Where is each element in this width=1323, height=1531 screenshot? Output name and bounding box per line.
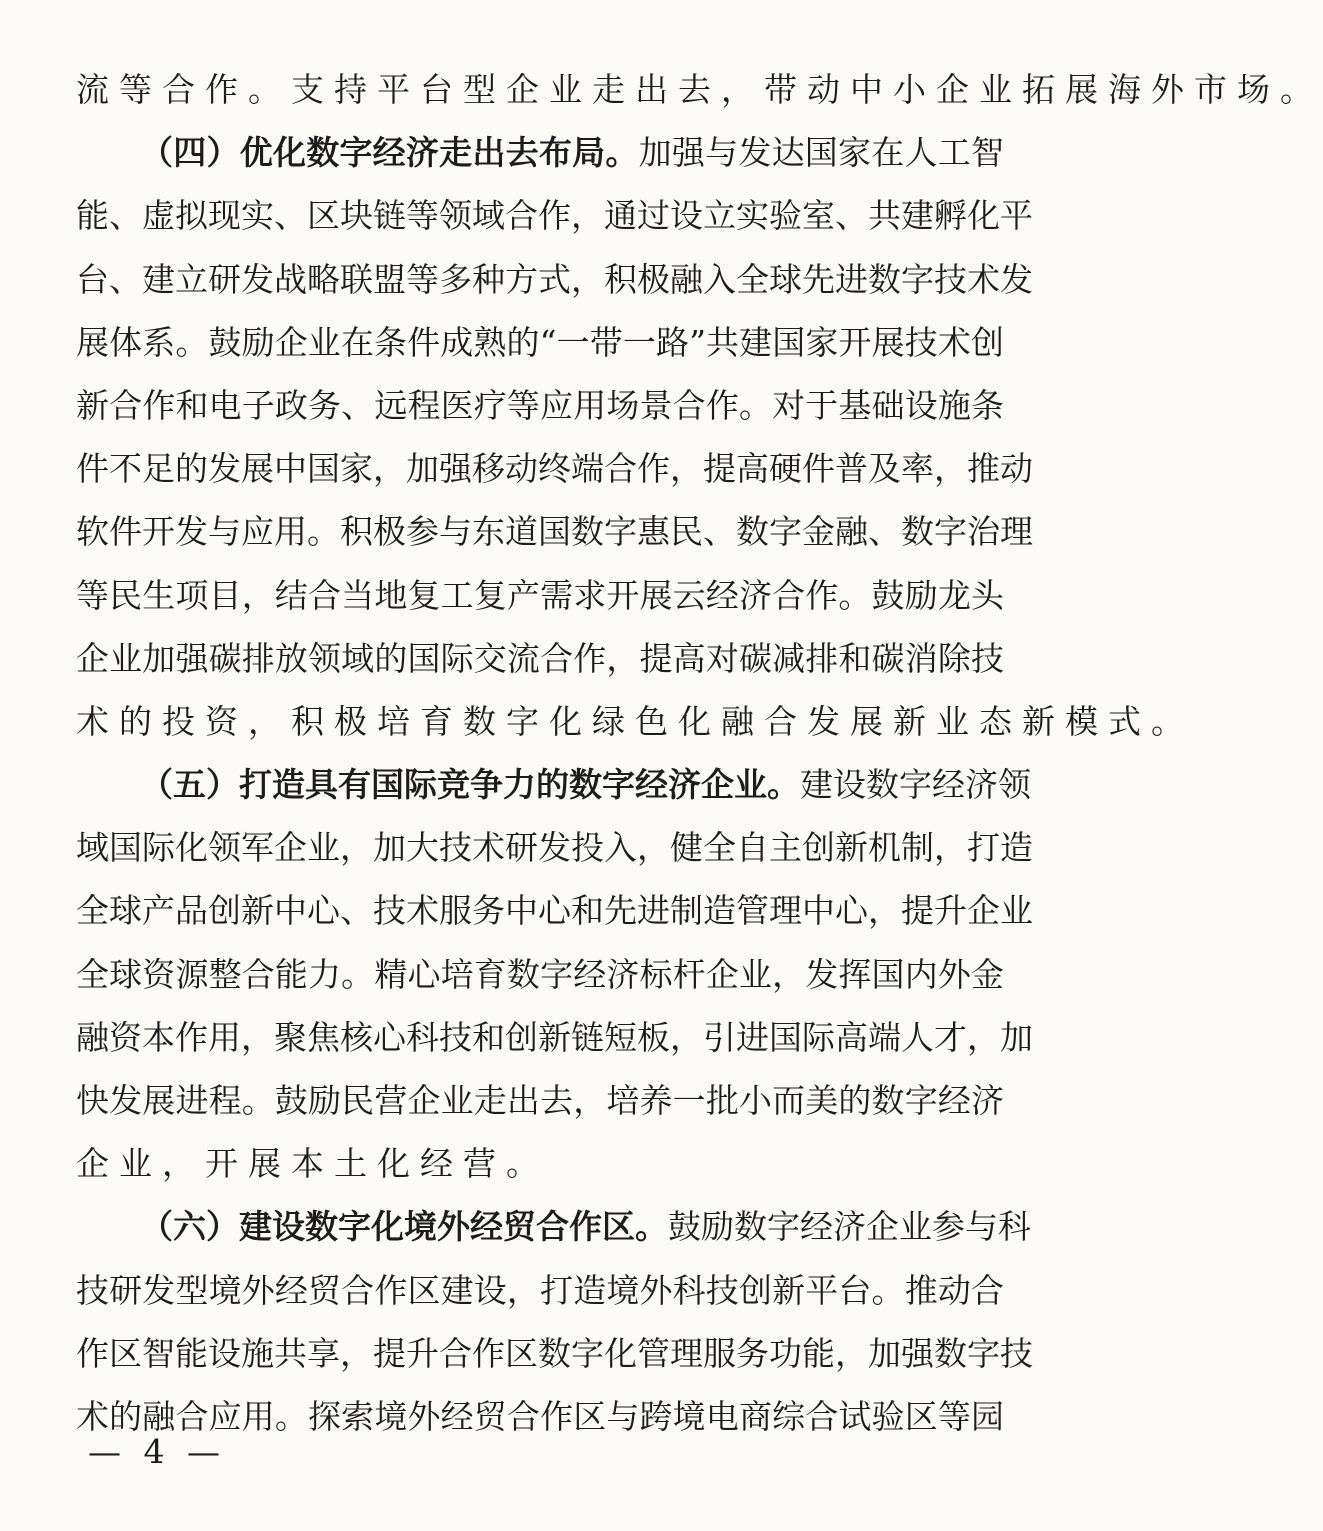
text-line [76,564,1004,627]
line-text: 技研发型境外经贸合作区建设，打造境外科技创新平台。推动合 [76,1270,1004,1310]
line-text: 企业加强碳排放领域的国际交流合作，提高对碳减排和碳消除技 [76,638,1004,678]
line-text: 域国际化领军企业，加大技术研发投入，健全自主创新机制，打造 [76,828,1033,868]
line-text: 软件开发与应用。积极参与东道国数字惠民、数字金融、数字治理 [76,512,1033,552]
line-text: 术的融合应用。探索境外经贸合作区与跨境电商综合试验区等园 [76,1396,1004,1436]
line-text: 融资本作用，聚焦核心科技和创新链短板，引进国际高端人才，加 [76,1017,1033,1057]
section-heading: （四）优化数字经济走出去布局。 [140,133,639,173]
body-text [0,58,1323,1448]
line-text: 加强与发达国家在人工智 [638,133,1005,173]
text-line [76,437,1033,500]
line-text: 台、建立研发战略联盟等多种方式，积极融入全球先进数字技术发 [76,259,1033,299]
text-line [76,1322,1033,1385]
line-text: 全球产品创新中心、技术服务中心和先进制造管理中心，提升企业 [76,891,1033,931]
line-text: 全球资源整合能力。精心培育数字经济标杆企业，发挥国内外金 [76,954,1004,994]
line-text: 术的投资，积极培育数字化绿色化融合发展新业态新模式。 [76,701,1194,741]
text-line [76,248,1033,311]
text-line [76,184,1033,247]
text-line [76,1259,1004,1322]
text-line [76,374,1004,437]
line-text: 企业，开展本土化经营。 [76,1144,549,1184]
text-line [76,943,1004,1006]
text-line [76,500,1033,563]
line-text: 新合作和电子政务、远程医疗等应用场景合作。对于基础设施条 [76,385,1004,425]
text-line [76,1069,1004,1132]
page-number: — 4 — [88,1432,226,1471]
line-text: 能、虚拟现实、区块链等领域合作，通过设立实验室、共建孵化平 [76,196,1033,236]
line-text: 件不足的发展中国家，加强移动终端合作，提高硬件普及率，推动 [76,449,1033,489]
section-heading: （六）建设数字化境外经贸合作区。 [140,1207,668,1247]
text-line [76,816,1033,879]
line-text: 快发展进程。鼓励民营企业走出去，培养一批小而美的数字经济 [76,1081,1004,1120]
text-line [140,121,1004,184]
text-line [76,1132,1004,1195]
line-text: 建设数字经济领 [800,765,1031,805]
line-text: 作区智能设施共享，提升合作区数字化管理服务功能，加强数字技 [76,1333,1033,1373]
text-line [140,1195,1031,1258]
line-text: 流等合作。支持平台型企业走出去，带动中小企业拓展海外市场。 [76,70,1323,109]
text-line [76,879,1033,942]
section-heading: （五）打造具有国际竞争力的数字经济企业。 [140,765,800,805]
text-line [76,627,1004,690]
text-line [76,311,1004,374]
line-text: 展体系。鼓励企业在条件成熟的“一带一路”共建国家开展技术创 [76,322,1004,362]
text-line [76,58,1323,121]
text-line [76,1006,1033,1069]
line-text: 等民生项目，结合当地复工复产需求开展云经济合作。鼓励龙头 [76,575,1004,615]
text-line [76,690,1194,753]
text-line [140,753,1031,816]
line-text: 鼓励数字经济企业参与科 [668,1207,1031,1247]
